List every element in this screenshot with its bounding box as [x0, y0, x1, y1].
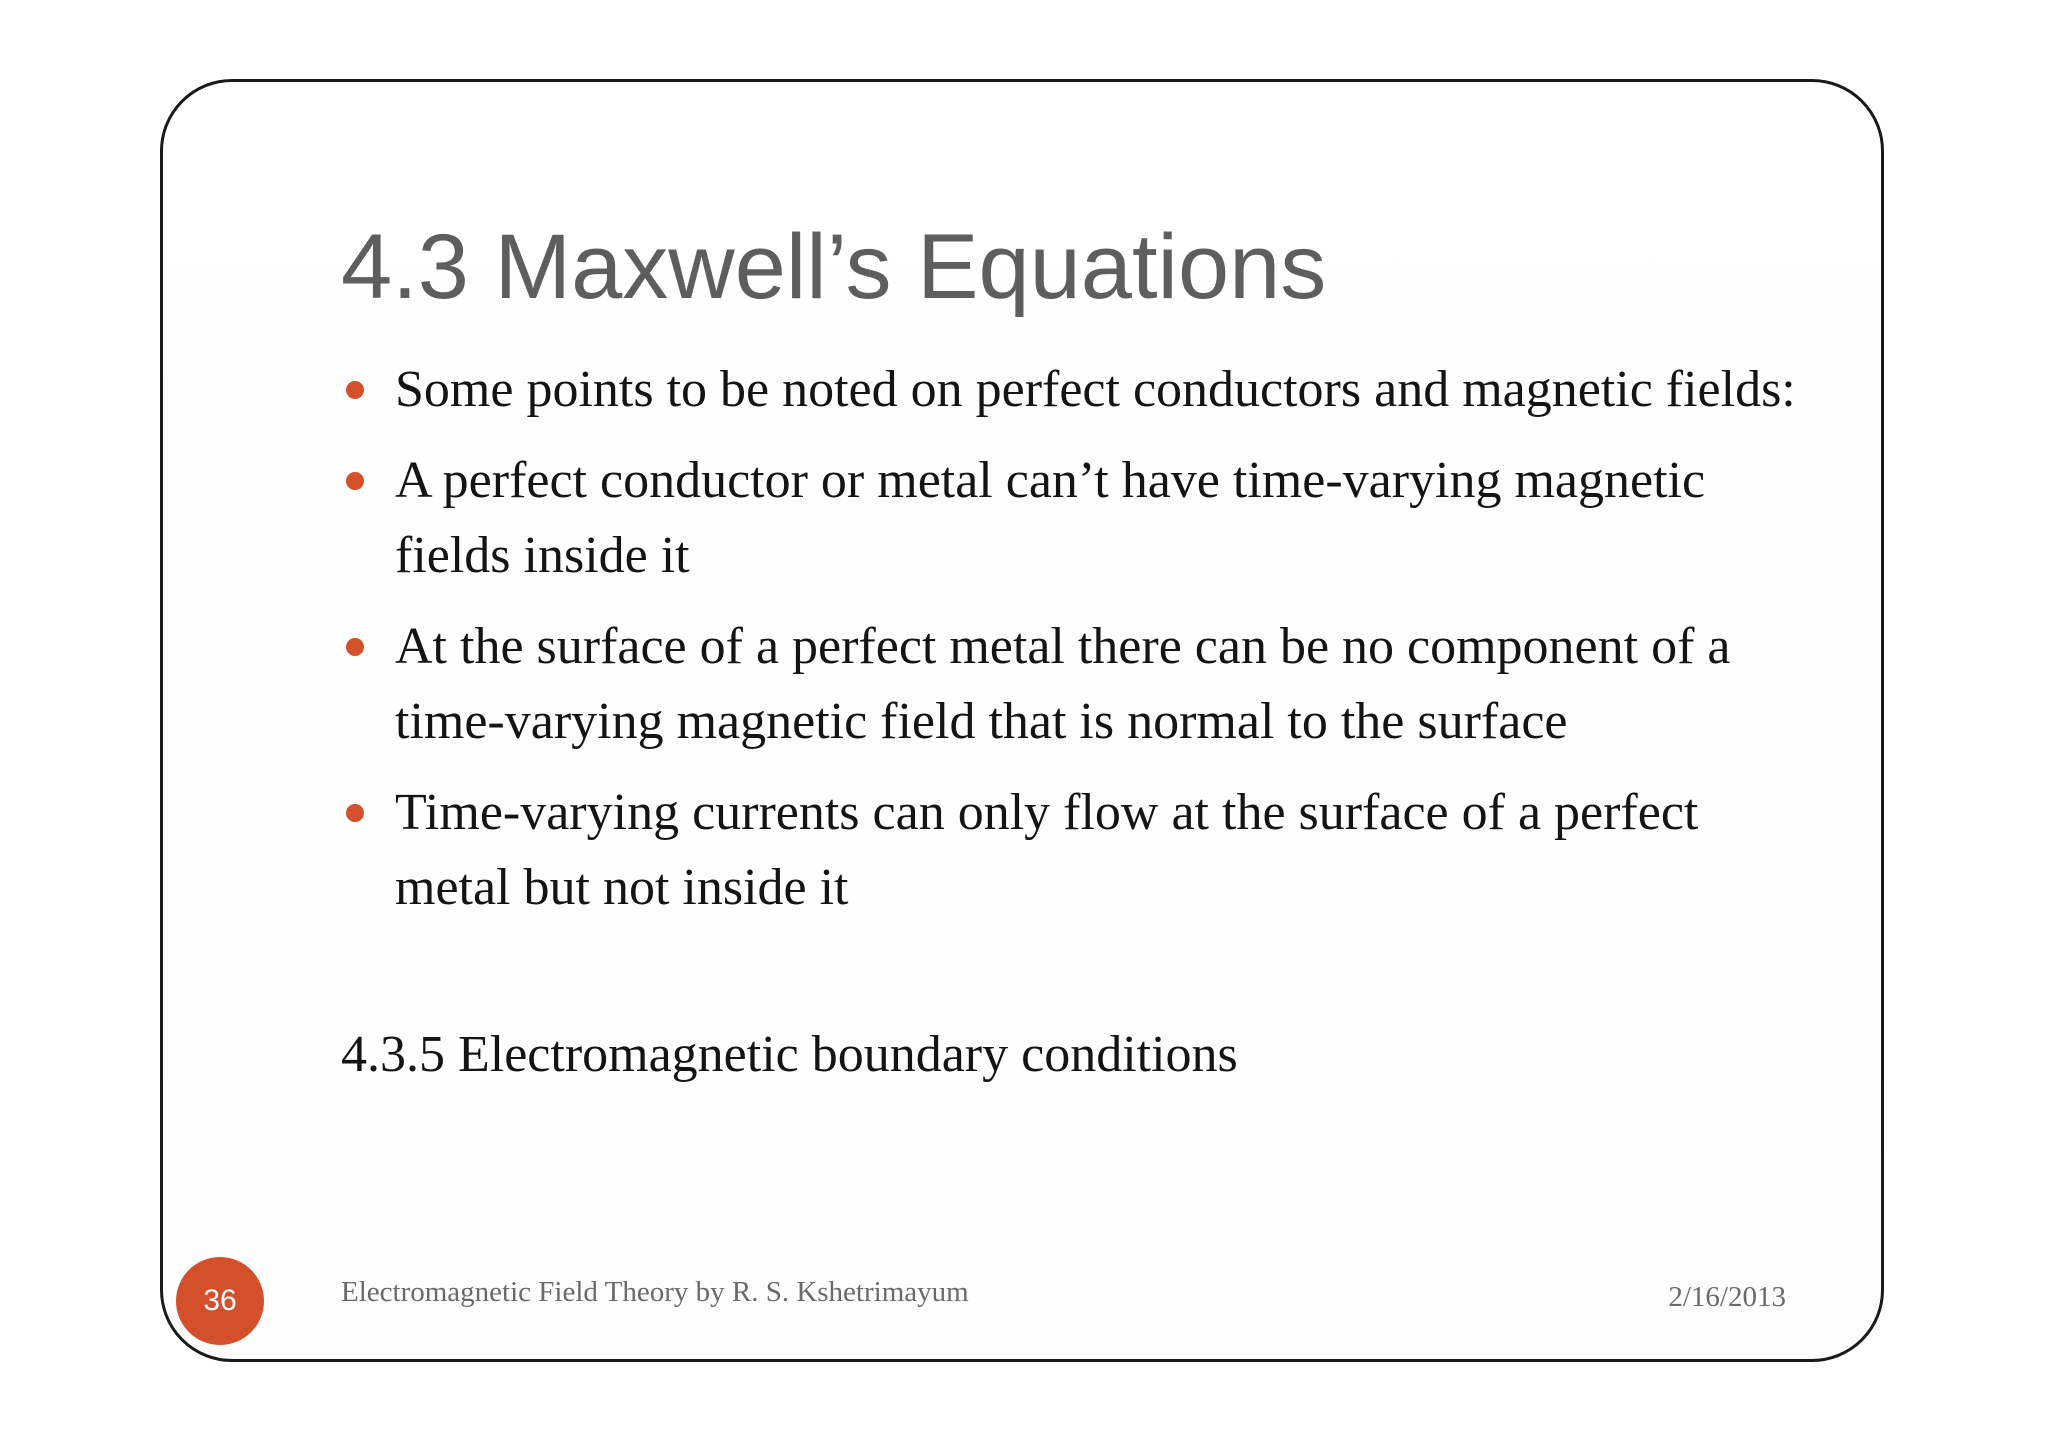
bullet-item [341, 352, 1801, 427]
subsection-heading: 4.3.5 Electromagnetic boundary conditions [341, 1026, 1238, 1083]
bullet-text: At the surface of a perfect metal there can be no component of a time-varying magnetic field that is normal to the surface [395, 618, 1731, 750]
footer-date: 2/16/2013 [1668, 1281, 1786, 1313]
bullet-text: Time-varying currents can only flow at the surface of a perfect metal but not inside it [395, 784, 1699, 916]
page-number: 36 [203, 1284, 237, 1317]
bullet-text: A perfect conductor or metal can’t have time-varying magnetic fields inside it [395, 452, 1706, 584]
footer-source: Electromagnetic Field Theory by R. S. Kshetrimayum [341, 1276, 969, 1308]
bullet-dot-icon [346, 638, 364, 656]
bullet-list [341, 352, 1801, 941]
bullet-dot-icon [346, 472, 364, 490]
slide-title: 4.3 Maxwell’s Equations [341, 216, 1327, 318]
bullet-dot-icon [346, 804, 364, 822]
bullet-text: Some points to be noted on perfect conductors and magnetic fields: [395, 361, 1796, 418]
bullet-item [341, 775, 1801, 925]
bullet-item [341, 609, 1801, 759]
page-number-badge [176, 1257, 264, 1345]
bullet-item [341, 443, 1801, 593]
bullet-dot-icon [346, 381, 364, 399]
